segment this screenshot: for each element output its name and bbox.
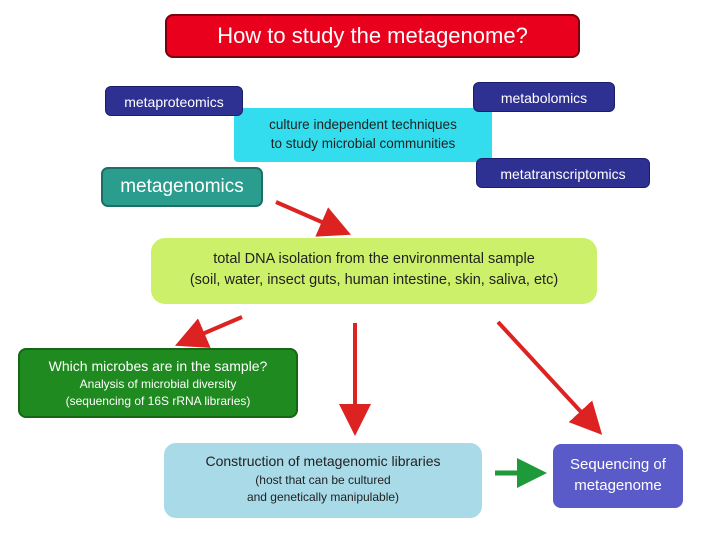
- dna-isolation-line2: (soil, water, insect guts, human intestine, skin, saliva, etc): [189, 272, 559, 288]
- sequencing-line1: Sequencing of: [570, 456, 666, 473]
- arrow-metagenomics-to-dna: [276, 202, 340, 230]
- dna-isolation-box: [151, 238, 597, 304]
- sequencing-box: [553, 444, 683, 508]
- microbes-question: Which microbes are in the sample?: [48, 358, 268, 374]
- libraries-box: [164, 443, 482, 518]
- libraries-sub-line2: and genetically manipulable): [246, 490, 400, 504]
- arrow-dna-to-sequencing: [498, 322, 594, 426]
- microbes-sub-line1: Analysis of microbial diversity: [79, 377, 237, 391]
- libraries-title: Construction of metagenomic libraries: [205, 453, 441, 469]
- microbes-sub-line2: (sequencing of 16S rRNA libraries): [65, 394, 251, 408]
- metabolomics-box: metabolomics: [473, 82, 615, 112]
- arrow-dna-to-microbes: [186, 317, 242, 341]
- culture-independent-line1: culture independent techniques: [269, 117, 457, 132]
- metagenomics-box: metagenomics: [101, 167, 263, 207]
- diagram-title: How to study the metagenome?: [165, 14, 580, 58]
- microbes-box: [18, 348, 298, 418]
- metaproteomics-box: metaproteomics: [105, 86, 243, 116]
- libraries-sub-line1: (host that can be cultured: [255, 473, 391, 487]
- culture-independent-line2: to study microbial communities: [270, 136, 456, 151]
- dna-isolation-line1: total DNA isolation from the environmental sample: [213, 251, 535, 267]
- metatranscriptomics-box: metatranscriptomics: [476, 158, 650, 188]
- sequencing-line2: metagenome: [574, 477, 662, 494]
- culture-independent-box: [234, 108, 492, 162]
